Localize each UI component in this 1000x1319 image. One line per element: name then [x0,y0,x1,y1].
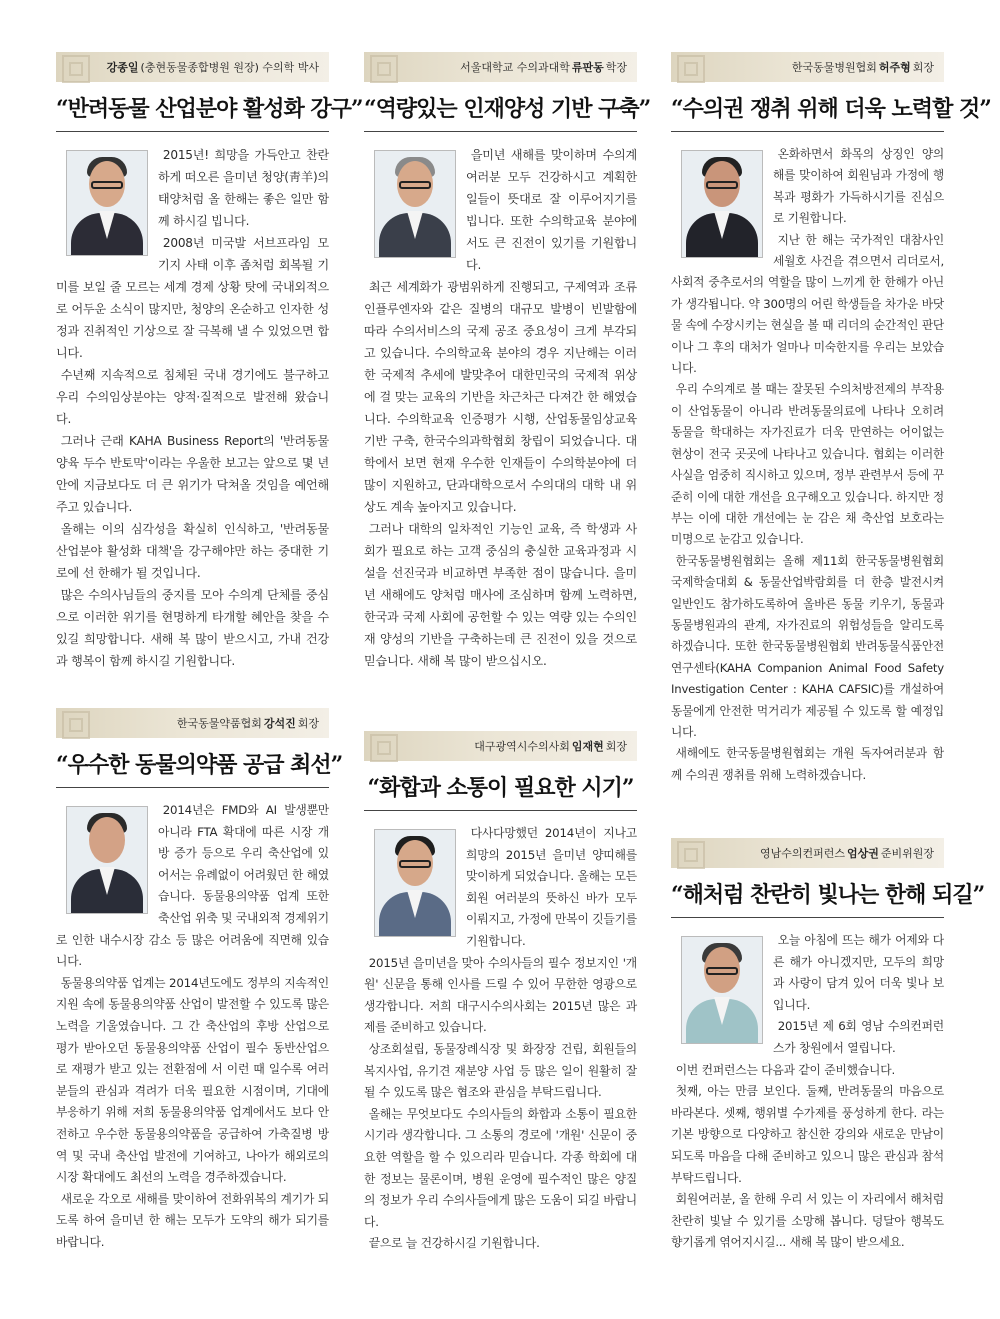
byline-title: 회장 [605,740,627,753]
byline-bar [671,52,944,82]
byline-bar [364,52,637,82]
article-body [364,823,637,1255]
portrait-photo [66,150,148,256]
headline: “화합과 소통이 필요한 시기” [364,761,637,815]
article-body [671,930,944,1254]
paragraph: 새로운 각오로 새해를 맞이하여 전화위복의 계기가 되도록 하여 을미년 한 해는 모두가 도약의 해가 되기를 바랍니다. [56,1191,329,1249]
paragraph: 동물용의약품 업계는 2014년도에도 정부의 지속적인 지원 속에 동물용의약품 산업이 발전할 수 있도록 많은 노력을 기울였습니다. 그 간 축산업의 후방 산업으로 평가 받아오던 동물용의약품 산업이 필수 동반산업으로 재평가 받고 있는 전환점에 서 이런 때 일수록 여러분들의 관심과 격려가 더욱 필요한 시점이며, 기대에 부응하기 위해 저희 동물용의약품 업계에서도 보다 안전하고 우수한 동물용의약품을 공급하여 가축질병 방역 및 국내 축산업 발전에 기여하고, 나아가 해외로의 시장 확대에도 최선의 노력을 경주하겠습니다. [56,975,329,1185]
pattern-ornament [62,711,90,739]
paragraph: 2015년! 희망을 가득안고 찬란하게 떠오른 을미년 청양(靑羊)의 태양처럼 올 한해는 좋은 일만 함께 하시길 빕니다. [158,148,329,228]
byline-name: 강종일 [106,61,139,74]
byline-title: 회장 [912,61,934,74]
pattern-ornament [370,55,398,83]
paragraph: 다사다망했던 2014년이 지나고 희망의 2015년 을미년 양띠해를 맞이하게 되었습니다. 올해는 모든 회원 여러분의 뜻하신 바가 모두 이뤄지고, 가정에 만복이 깃들기를 기원합니다. [466,826,637,948]
byline-org: 대구광역시수의사회 [474,740,570,753]
paragraph: 한국동물병원협회는 올해 제11회 한국동물병원협회 국제학술대회 & 동물산업박람회를 더 한층 발전시켜 일반인도 참가하도록하여 올바른 동물 키우기, 동물과 동물병원과의 관계, 자가진료의 위험성들을 알리도록 하겠습니다. 또한 한국동물병원협회 반려동물식품안전연구센타(KAHA Companion Animal Food Safety Investigation Center : KAHA CAFSIC)를 개설하여 동물에게 안전한 먹거리가 제공될 수 있도록 할 예정입니다. [671,553,944,739]
paragraph: 올해는 무엇보다도 수의사들의 화합과 소통이 필요한 시기라 생각합니다. 그 소통의 경로에 '개원' 신문이 중요한 역할을 할 수 있으리라 믿습니다. 각종 학회에 대한 정보는 물론이며, 병원 운영에 필수적인 많은 양질의 정보가 우리 수의사들에게 많은 도움이 되길 바랍니다. [364,1106,637,1229]
paragraph: 온화하면서 화목의 상징인 양의 해를 맞이하여 회원님과 가정에 행복과 평화가 가득하시기를 진심으로 기원합니다. [773,147,944,226]
byline-title: 학장 [605,61,627,74]
byline-org: 서울대학교 수의과대학 [460,61,570,74]
paragraph: 올해는 이의 심각성을 확실히 인식하고, '반려동물 산업분야 활성화 대책'을 강구해야만 하는 중대한 기로에 선 한해가 될 것입니다. [56,522,329,580]
paragraph: 수년째 지속적으로 침체된 국내 경기에도 불구하고 우리 수의임상분야는 양적·질적으로 발전해 왔습니다. [56,368,329,426]
paragraph: 오늘 아침에 뜨는 해가 어제와 다른 해가 아니겠지만, 모두의 희망과 사랑이 담겨 있어 더욱 빛나 보입니다. [773,933,944,1012]
pattern-ornament [370,734,398,762]
paragraph: 그러나 대학의 일차적인 기능인 교육, 즉 학생과 사회가 필요로 하는 고객 중심의 충실한 교육과정과 시설을 선진국과 비교하면 부족한 점이 많습니다. 을미년 새해에도 양처럼 매사에 조심하며 함께 노력하면, 한국과 국제 사회에 공헌할 수 있는 역량 있는 수의인재 양성의 기반을 구축하는데 큰 진전이 있을 것으로 믿습니다. 새해 복 많이 받으십시오. [364,522,637,668]
byline-name: 강석진 [263,717,296,730]
byline-org: 한국동물병원협회 [791,61,877,74]
headline: “우수한 동물의약품 공급 최선” [56,738,329,792]
portrait-photo [681,150,763,258]
byline-org: 한국동물약품협회 [176,717,262,730]
byline-name: 엄상권 [846,847,879,860]
headline: “역량있는 인재양성 기반 구축” [364,82,637,136]
portrait-photo [681,936,763,1044]
paragraph: 상조회설립, 동물장례식장 및 화장장 건립, 회원들의 복지사업, 유기견 재분양 사업 등 많은 일이 원활히 잘 될 수 있도록 많은 협조와 관심을 부탁드립니다. [364,1041,637,1100]
paragraph: 첫째, 아는 만큼 보인다. 둘째, 반려동물의 마음으로 바라본다. 셋째, 행위별 수가제를 풍성하게 한다. 라는 기본 방향으로 다양하고 참신한 강의와 새로운 만남이 되도록 마음을 다해 준비하고 있으니 많은 관심과 참석 부탁드립니다. [671,1084,944,1185]
article-body [364,144,637,672]
byline-name: 임재현 [571,740,604,753]
article-lim-jaehyun [364,731,637,1255]
byline-name: 허주형 [878,61,911,74]
paragraph: 새해에도 한국동물병원협회는 개원 독자여러분과 함께 수의권 쟁취를 위해 노력하겠습니다. [671,746,944,782]
byline-bar [56,708,329,738]
paragraph: 이번 컨퍼런스는 다음과 같이 준비했습니다. [675,1062,895,1077]
article-body [671,144,944,786]
pattern-ornament [62,55,90,83]
headline: “해처럼 찬란히 빛나는 한해 되길” [671,868,944,922]
portrait-photo [374,150,456,258]
paragraph: 지난 한 해는 국가적인 대참사인 세월호 사건을 겪으면서 리더로서, 사회적 중추로서의 역할을 많이 느끼게 한 한해가 아닌가 생각됩니다. 약 300명의 어린 학생들을 차가운 바닷물 속에 수장시키는 현실을 볼 때 리더의 순간적인 판단이나 그 후의 대처가 얼마나 미숙한지를 우리는 보았습니다. [671,232,944,376]
paragraph: 2015년 제 6회 영남 수의컨퍼런스가 창원에서 열립니다. [773,1019,944,1055]
article-eom-sangkwon [671,838,985,1254]
portrait-photo [66,806,148,914]
byline-name: 류판동 [571,61,604,74]
article-ryu-pandong [364,52,651,672]
pattern-ornament [677,841,705,869]
byline-title: (충현동물종합병원 원장) 수의학 박사 [140,61,319,74]
byline-bar [56,52,329,82]
paragraph: 회원여러분, 올 한해 우리 서 있는 이 자리에서 해처럼 찬란히 빛날 수 있기를 소망해 봅니다. 덩달아 행복도 향기롭게 엮어지시길... 새해 복 많이 받으세요. [671,1192,944,1250]
paragraph: 2015년 을미년을 맞아 수의사들의 필수 정보지인 '개원' 신문을 통해 인사를 드릴 수 있어 무한한 영광으로 생각합니다. 저희 대구시수의사회는 2015년 많은 과제를 준비하고 있습니다. [364,955,637,1035]
paragraph: 우리 수의계로 볼 때는 잘못된 수의처방전제의 부작용이 산업동물이 아니라 반려동물의료에 나타나 오히려 동물을 학대하는 자가진료가 더욱 만연하는 어이없는 현상이 전국 곳곳에 나타나고 있습니다. 협회는 이러한 사실을 엄중히 직시하고 있으며, 정부 관련부서 등에 꾸준히 이에 대한 개선을 요구해오고 있습니다. 하지만 정부는 이에 대한 개선에는 눈 감은 채 축산업 보호라는 미명으로 눈감고 있습니다. [671,382,944,547]
article-body [56,800,329,1253]
byline-title: 회장 [297,717,319,730]
paragraph: 2008년 미국발 서브프라임 모기지 사태 이후 좀처럼 회복될 기미를 보일 줄 모르는 세계 경제 상황 탓에 국내외적으로 어두운 소식이 많지만, 청양의 온순하고 인자한 성정과 진취적인 기상으로 잘 극복해 낼 수 있었으면 합니다. [56,236,329,360]
pattern-ornament [677,55,705,83]
headline: “수의권 쟁취 위해 더욱 노력할 것” [671,82,944,136]
paragraph: 2014년은 FMD와 AI 발생뿐만 아니라 FTA 확대에 따른 시장 개방 증가 등으로 우리 축산업에 있어서는 유례없이 어려웠던 한 해였습니다. 동물용의약품 업계 또한 축산업 위축 및 국내외적 경제위기로 인한 내수시장 감소 등 많은 어려움에 직면해 있습니다. [56,803,329,969]
article-kang-seokjin [56,708,343,1253]
byline-org: 영남수의컨퍼런스 [759,847,845,860]
byline-bar [364,731,637,761]
paragraph: 을미년 새해를 맞이하며 수의계 여러분 모두 건강하시고 계획한 일들이 뜻대로 잘 이루어지기를 빕니다. 또한 수의학교육 분야에서도 큰 진전이 있기를 기원합니다. [466,148,637,272]
article-kang-jongil [56,52,363,672]
headline: “반려동물 산업분야 활성화 강구” [56,82,329,136]
article-heo-juhyung [671,52,991,786]
paragraph: 그러나 근래 KAHA Business Report의 '반려동물 양육 두수 반토막'이라는 우울한 보고는 앞으로 몇 년 안에 지금보다도 더 큰 위기가 닥쳐올 것임을 예언해 주고 있습니다. [56,434,329,514]
byline-title: 준비위원장 [880,847,934,860]
article-body [56,144,329,672]
paragraph: 최근 세계화가 광범위하게 진행되고, 구제역과 조류인플루엔자와 같은 질병의 대규모 발병이 빈발함에 따라 수의서비스의 국제 공조 중요성이 크게 부각되고 있습니다. 수의학교육 분야의 경우 지난해는 이러한 국제적 추세에 발맞추어 대한민국의 국제적 위상에 걸 맞는 교육의 기반을 차근차근 다져간 한 해였습니다. 수의학교육 인증평가 시행, 산업동물임상교육기반 구축, 한국수의과학협회 창립이 되었습니다. 대학에서 보면 현재 우수한 인재들이 수의학분야에 더 많이 지원하고, 단과대학으로서 수의대의 대학 내 위상도 계속 높아지고 있습니다. [364,280,637,514]
paragraph: 많은 수의사님들의 중지를 모아 수의계 단체를 중심으로 이러한 위기를 현명하게 타개할 혜안을 찾을 수 있길 희망합니다. 새해 복 많이 받으시고, 가내 건강과 행복이 함께 하시길 기원합니다. [56,588,329,668]
byline-bar [671,838,944,868]
paragraph: 끝으로 늘 건강하시길 기원합니다. [368,1236,540,1251]
portrait-photo [374,829,456,937]
